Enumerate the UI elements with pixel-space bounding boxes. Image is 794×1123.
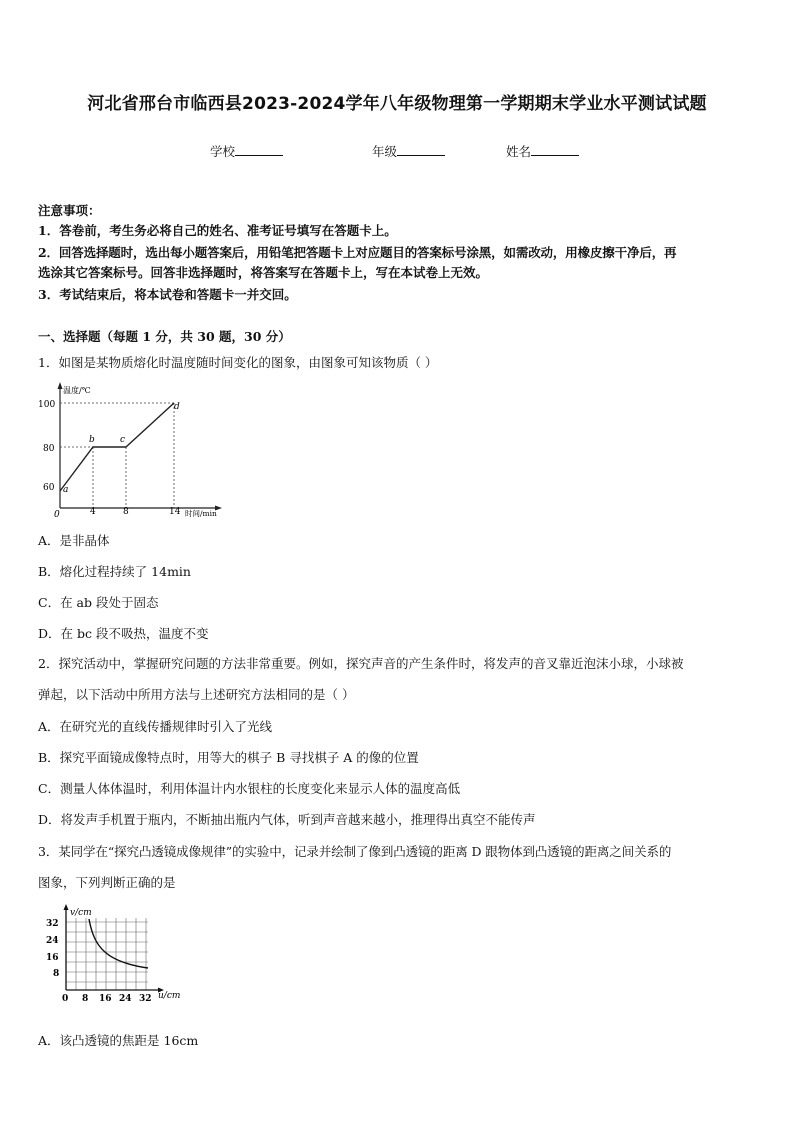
x-tick-4: 4 [90, 507, 96, 517]
y-tick-100: 100 [38, 400, 56, 410]
uv-x-tick-0: 0 [62, 994, 69, 1004]
y-axis-label: 温度/℃ [63, 386, 91, 395]
grade-field [372, 142, 445, 160]
x-tick-8: 8 [123, 507, 129, 517]
name-blank [531, 144, 579, 156]
uv-y-tick-8: 8 [53, 969, 60, 979]
question-2-stem-line-2: 弹起，以下活动中所用方法与上述研究方法相同的是（ ） [38, 687, 355, 702]
melting-curve-figure [38, 380, 228, 520]
question-2-stem-line-1: 2．探究活动中，掌握研究问题的方法非常重要。例如，探究声音的产生条件时，将发声的音叉靠近泡沫小球，小球被 [38, 656, 684, 671]
notice-item-3: 3．考试结束后，将本试卷和答题卡一并交回。 [38, 287, 297, 302]
notice-heading: 注意事项： [38, 203, 101, 218]
section-heading: 一、选择题（每题 1 分，共 30 题，30 分） [38, 329, 291, 344]
uv-y-axis-arrow-icon [64, 904, 69, 910]
grade-label: 年级 [372, 144, 398, 159]
name-label: 姓名 [506, 144, 532, 159]
point-label-b: b [89, 435, 95, 445]
y-axis-arrow-icon [58, 382, 63, 389]
uv-x-tick-16: 16 [99, 994, 112, 1004]
q1-option-c: C．在 ab 段处于固态 [38, 595, 159, 610]
x-axis-label: 时间/min [185, 509, 217, 518]
x-tick-0: 0 [54, 510, 60, 520]
y-tick-60: 60 [43, 483, 55, 493]
q2-option-d: D．将发声手机置于瓶内，不断抽出瓶内气体，听到声音越来越小，推理得出真空不能传声 [38, 812, 536, 827]
question-3-stem-line-1: 3．某同学在“探究凸透镜成像规律”的实验中，记录并绘制了像到凸透镜的距离 D 跟物体到凸透镜的距离之间关系的 [38, 844, 672, 859]
grade-blank [397, 144, 445, 156]
q2-option-a: A．在研究光的直线传播规律时引入了光线 [38, 719, 273, 734]
name-field [506, 142, 579, 160]
question-3-stem-line-2: 图象，下列判断正确的是 [38, 875, 176, 890]
point-label-a: a [63, 485, 69, 495]
notice-item-2-line-2: 选涂其它答案标号。回答非选择题时，将答案写在答题卡上，写在本试卷上无效。 [38, 265, 489, 280]
uv-y-tick-16: 16 [46, 953, 59, 963]
school-blank [235, 144, 283, 156]
lens-uv-figure [40, 902, 190, 1014]
uv-y-tick-32: 32 [46, 919, 59, 929]
question-1-stem: 1．如图是某物质熔化时温度随时间变化的图象，由图象可知该物质（ ） [38, 355, 438, 370]
uv-y-tick-24: 24 [46, 936, 59, 946]
page-title: 河北省邢台市临西县2023-2024学年八年级物理第一学期期末学业水平测试试题 [87, 94, 707, 114]
uv-x-tick-32: 32 [139, 994, 152, 1004]
point-label-d: d [174, 402, 180, 412]
q1-option-a: A．是非晶体 [38, 533, 110, 548]
uv-curve [89, 919, 148, 968]
q1-option-d: D．在 bc 段不吸热，温度不变 [38, 626, 209, 641]
q2-option-b: B．探究平面镜成像特点时，用等大的棋子 B 寻找棋子 A 的像的位置 [38, 750, 419, 765]
school-field [210, 142, 283, 160]
school-label: 学校 [210, 144, 236, 159]
x-tick-14: 14 [169, 507, 181, 517]
point-label-c: c [120, 435, 126, 445]
y-tick-80: 80 [43, 444, 55, 454]
uv-y-axis-label: v/cm [70, 908, 92, 918]
notice-item-1: 1．答卷前，考生务必将自己的姓名、准考证号填写在答题卡上。 [38, 223, 397, 238]
q3-option-a: A．该凸透镜的焦距是 16cm [38, 1033, 199, 1048]
uv-x-axis-label: u/cm [158, 991, 181, 1001]
uv-x-tick-8: 8 [82, 994, 89, 1004]
q2-option-c: C．测量人体体温时，利用体温计内水银柱的长度变化来显示人体的温度高低 [38, 781, 461, 796]
uv-x-tick-24: 24 [119, 994, 132, 1004]
q1-option-b: B．熔化过程持续了 14min [38, 564, 191, 579]
notice-item-2-line-1: 2．回答选择题时，选出每小题答案后，用铅笔把答题卡上对应题目的答案标号涂黑，如需改动，用橡皮擦干净后，再 [38, 245, 677, 260]
